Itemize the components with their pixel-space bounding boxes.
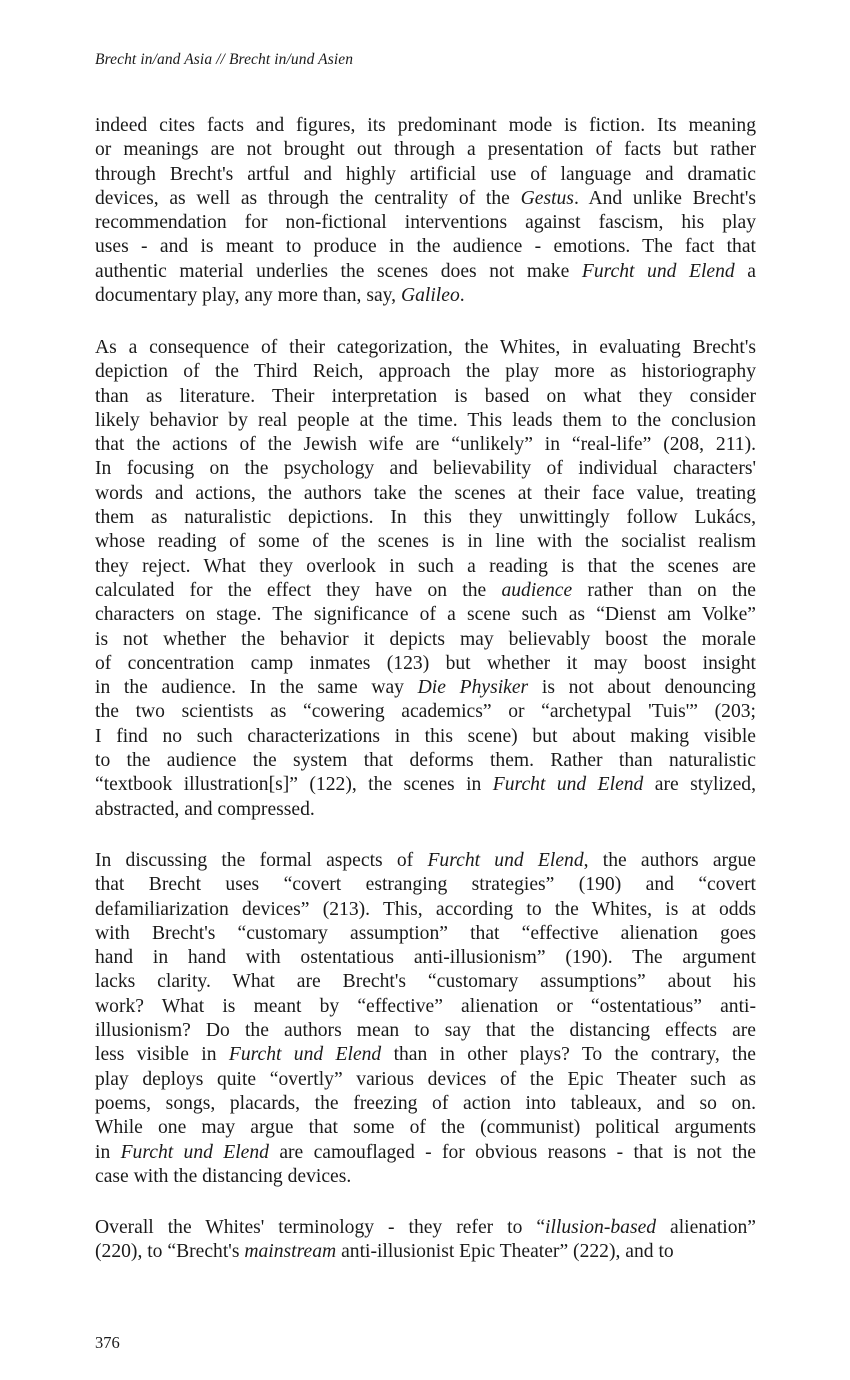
text-segment: is not about denouncing (528, 677, 756, 699)
text-line (95, 284, 756, 308)
text-line (95, 260, 756, 284)
italic-title: Furcht und Elend (228, 1044, 382, 1066)
text-segment: are stylized, (643, 774, 756, 796)
text-line: In focusing on the psychology and believability of individual characters' (95, 458, 756, 480)
text-line: is not whether the behavior it depicts may believably boost the morale (95, 628, 756, 650)
text-line: I find no such characterizations in this scene) but about making visible (95, 725, 756, 747)
text-segment: Overall the Whites' terminology - they refer to “ (95, 1217, 546, 1238)
text-line: they reject. What they overlook in such a reading is that the scenes are (95, 555, 756, 577)
text-segment: less visible in (95, 1044, 229, 1066)
text-segment: devices, as well as through the centrality of the (95, 187, 521, 209)
text-segment: authentic material underlies the scenes does not make (95, 260, 582, 282)
italic-title: Galileo (400, 285, 460, 307)
text-segment: in the audience. In the same way (95, 677, 418, 699)
text-segment: calculated for the effect they have on the (95, 579, 502, 601)
text-line: than as literature. Their interpretation is based on what they consider (95, 385, 756, 407)
text-line: lacks clarity. What are Brecht's “customary assumptions” about his (95, 971, 756, 993)
text-line (95, 1240, 756, 1264)
text-line: or meanings are not brought out through a presentation of facts but rather (95, 139, 756, 161)
italic-title: Furcht und Elend (120, 1141, 269, 1163)
text-line: of concentration camp inmates (123) but whether it may boost insight (95, 652, 756, 674)
text-segment: rather than on the (572, 579, 756, 601)
italic-title: Gestus (520, 187, 574, 209)
text-segment: (220), to “Brecht's (95, 1241, 245, 1263)
text-line: them as naturalistic depictions. In this they unwittingly follow Lukács, (95, 507, 756, 529)
text-segment: , the authors argue (583, 850, 757, 871)
text-segment: documentary play, any more than, say, (95, 285, 401, 307)
paragraph-4 (95, 1216, 756, 1265)
italic-title: Furcht und Elend (427, 850, 584, 871)
text-segment: alienation” (656, 1217, 756, 1238)
text-line (95, 1043, 756, 1067)
text-segment: . And unlike Brecht's (573, 187, 756, 209)
text-line: depiction of the Third Reich, approach the play more as historiography (95, 361, 756, 383)
text-segment: “textbook illustration[s]” (122), the scenes in (95, 774, 493, 796)
paragraph-1 (95, 114, 756, 308)
text-line (95, 579, 756, 603)
italic-title: audience (501, 579, 573, 601)
text-line: work? What is meant by “effective” alienation or “ostentatious” anti- (95, 995, 756, 1017)
paragraph-3 (95, 849, 756, 1189)
text-segment: are camouflaged - for obvious reasons - that is not the (268, 1141, 757, 1163)
text-line: likely behavior by real people at the time. This leads them to the conclusion (95, 409, 756, 431)
text-line: poems, songs, placards, the freezing of action into tableaux, and so on. (95, 1092, 756, 1114)
text-line: whose reading of some of the scenes is in line with the socialist realism (95, 531, 756, 553)
text-segment: in (95, 1141, 121, 1163)
text-segment: a (734, 260, 756, 282)
text-line: words and actions, the authors take the scenes at their face value, treating (95, 482, 756, 504)
text-line: While one may argue that some of the (communist) political arguments (95, 1117, 756, 1139)
text-line (95, 676, 756, 700)
text-line: with Brecht's “customary assumption” that “effective alienation goes (95, 922, 756, 944)
running-head: Brecht in/and Asia // Brecht in/und Asien (95, 51, 354, 68)
text-line: case with the distancing devices. (95, 1165, 352, 1187)
text-line (95, 187, 756, 211)
text-line: to the audience the system that deforms them. Rather than naturalistic (95, 750, 756, 772)
text-segment: . (459, 285, 465, 307)
text-line: play deploys quite “overtly” various devices of the Epic Theater such as (95, 1068, 756, 1090)
text-line: that Brecht uses “covert estranging strategies” (190) and “covert (95, 874, 756, 896)
text-line: hand in hand with ostentatious anti-illusionism” (190). The argument (95, 947, 756, 969)
text-line (95, 1141, 756, 1165)
text-line: that the actions of the Jewish wife are “unlikely” in “real-life” (208, 211). (95, 434, 756, 456)
text-line: As a consequence of their categorization, the Whites, in evaluating Brecht's (95, 337, 756, 358)
italic-title: Furcht und Elend (581, 260, 735, 282)
text-line (95, 849, 756, 873)
text-line (95, 1216, 756, 1240)
text-line: defamiliarization devices” (213). This, according to the Whites, is at odds (95, 898, 756, 920)
text-line: through Brecht's artful and highly artificial use of language and dramatic (95, 163, 756, 185)
text-line: the two scientists as “cowering academics” or “archetypal 'Tuis'” (203; (95, 701, 756, 723)
italic-title: Furcht und Elend (492, 774, 644, 796)
text-segment: In discussing the formal aspects of (95, 850, 428, 871)
text-line (95, 773, 756, 797)
text-line: illusionism? Do the authors mean to say that the distancing effects are (95, 1020, 756, 1042)
text-line: characters on stage. The significance of a scene such as “Dienst am Volke” (95, 604, 756, 626)
text-line: abstracted, and compressed. (95, 798, 315, 820)
paragraph-2 (95, 336, 756, 822)
text-segment: than in other plays? To the contrary, the (381, 1044, 756, 1066)
italic-title: illusion-based (545, 1217, 657, 1238)
italic-title: mainstream (244, 1241, 337, 1263)
text-line: recommendation for non-fictional interventions against fascism, his play (95, 212, 756, 234)
text-line: indeed cites facts and figures, its predominant mode is fiction. Its meaning (95, 115, 756, 136)
text-segment: anti-illusionist Epic Theater” (222), and to (336, 1241, 674, 1263)
page-number: 376 (95, 1333, 120, 1352)
text-line: uses - and is meant to produce in the audience - emotions. The fact that (95, 236, 756, 258)
italic-title: Die Physiker (417, 677, 529, 699)
